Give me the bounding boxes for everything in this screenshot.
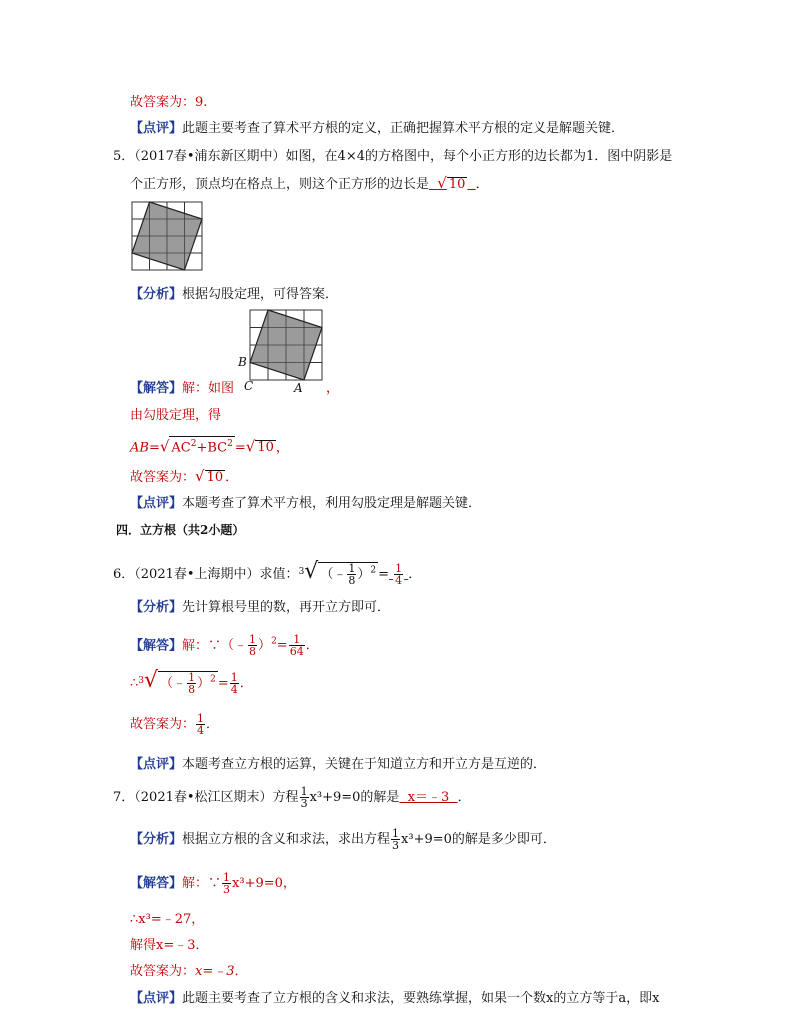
solution-text: 解：∵ xyxy=(182,638,222,654)
frac-num: 1 xyxy=(249,633,257,647)
review-line-q5 xyxy=(130,495,481,513)
answer-radical: 10 xyxy=(448,177,466,192)
question-number: 6． xyxy=(113,567,135,582)
step-num: 1 xyxy=(230,671,238,684)
question-end: ． xyxy=(408,567,422,582)
analysis-text: 根据立方根的含义和求法，求出方程 xyxy=(182,832,391,847)
solution-line-q5 xyxy=(130,380,234,398)
step-end: ， xyxy=(275,440,289,456)
question-source: （2017春•浦东新区期中） xyxy=(134,149,286,164)
answer-value: 9 xyxy=(195,95,204,110)
review-label: 【点评】 xyxy=(130,121,183,136)
answer-line-q5: 故答案为：√ 10 ． xyxy=(130,467,239,485)
review-label: 【点评】 xyxy=(130,496,183,511)
section-title: 四．立方根（共2小题） xyxy=(116,523,245,537)
analysis-text-tail: x³+9=0的解是多少即可． xyxy=(401,832,556,847)
step2-q7: 解得x=﹣3． xyxy=(130,938,209,953)
question-source: （2021春•松江区期末） xyxy=(134,790,273,805)
answer-prefix: 故答案为： xyxy=(130,717,196,732)
rad-ac: AC xyxy=(171,440,191,456)
solution-line-q6: 【解答】解：∵（﹣ $\frac{1}{8}$ ）$^2$= $\frac{1}{64}$ ． xyxy=(130,633,319,659)
frac-num: 1 xyxy=(348,562,356,575)
question-text: 个正方形，顶点均在格点上，则这个正方形的边长是 xyxy=(130,177,430,192)
answer-line-q7 xyxy=(130,963,248,981)
question-equation: x³+9=0的解是 xyxy=(309,790,400,805)
answer-prefix: 故答案为： xyxy=(130,470,196,485)
solution-line-q7: 【解答】解：∵ $\frac{1}{3}$ x³+9=0， xyxy=(130,871,296,896)
step2-q5: AB=√ $AC^2+BC^2$ =√ 10 ， xyxy=(130,437,289,456)
solution-label: 【解答】 xyxy=(130,876,183,891)
answer-line-q6: 故答案为： $\frac{1}{4}$ ． xyxy=(130,712,220,737)
solution-comma: ， xyxy=(326,381,340,396)
rad-bc: +BC xyxy=(196,440,228,456)
question-5-line2 xyxy=(130,174,489,194)
solution-text: 解：如图 xyxy=(182,381,235,396)
review-text: 本题考查立方根的运算，关键在于知道立方和开立方是互逆的． xyxy=(182,757,547,772)
step-eq2: = xyxy=(234,440,246,456)
analysis-line-q6 xyxy=(130,599,390,617)
question-5-line1 xyxy=(113,148,672,166)
question-6-line: 6．（2021春•上海期中）求值：$^3$√ （﹣ $\frac{1}{8}$ ）$^2$ = $\frac{1}{4}$ ． xyxy=(113,559,422,587)
analysis-line-q5 xyxy=(130,286,338,304)
solution-label: 【解答】 xyxy=(130,638,183,654)
answer-prefix: 故答案为： xyxy=(130,964,196,979)
question-text: 求值： xyxy=(259,567,299,582)
frac-den: 8 xyxy=(249,645,257,659)
step-result: 10 xyxy=(257,440,274,456)
analysis-label: 【分析】 xyxy=(130,832,183,847)
frac-num: 1 xyxy=(188,671,196,684)
review-label: 【点评】 xyxy=(130,757,183,772)
answer-value: x=﹣3 xyxy=(195,964,235,979)
analysis-line-q7: 【分析】根据立方根的含义和求法，求出方程 $\frac{1}{3}$ x³+9=0的解是多少即可． xyxy=(130,827,556,852)
question-text: 方程 xyxy=(272,790,299,805)
step-eq: = xyxy=(148,440,160,456)
review-text: 本题考查了算术平方根，利用勾股定理是解题关键． xyxy=(182,496,482,511)
review-line-q6 xyxy=(130,756,546,774)
answer-den: 4 xyxy=(395,574,403,587)
frac-den: 8 xyxy=(348,574,356,587)
answer-line-q4 xyxy=(130,94,207,112)
question-number: 5． xyxy=(113,149,135,164)
review-line-q7 xyxy=(130,990,659,1008)
grid-figure-solution xyxy=(236,308,328,398)
answer-blank: √ 10 xyxy=(437,174,466,192)
step1-q7: ∴x³=﹣27， xyxy=(130,912,205,927)
result-num: 1 xyxy=(289,634,305,646)
analysis-text: 根据勾股定理，可得答案． xyxy=(182,287,339,302)
answer-radical: 10 xyxy=(206,470,224,485)
result-den: 64 xyxy=(289,645,304,659)
analysis-label: 【分析】 xyxy=(130,287,183,302)
step2-q6: ∴$^3$√ （﹣ $\frac{1}{8}$ ）$^2$ = $\frac{1}{4}$ ． xyxy=(130,668,253,696)
review-line-q4 xyxy=(130,120,624,138)
question-source: （2021春•上海期中） xyxy=(134,567,260,582)
label-A: A xyxy=(294,381,303,395)
therefore-sign: ∴ xyxy=(130,676,139,691)
review-text: 此题主要考查了立方根的含义和求法，要熟练掌握，如果一个数x的立方等于a，即x xyxy=(182,991,660,1006)
answer-blank: x＝﹣3 xyxy=(407,790,450,805)
label-C: C xyxy=(244,379,254,393)
solution-equation: x³+9=0， xyxy=(232,876,296,891)
answer-num: 1 xyxy=(197,712,205,725)
step-lhs: AB xyxy=(130,440,149,456)
frac-den: 8 xyxy=(188,683,196,696)
question-end: ． xyxy=(475,177,489,192)
solution-text: 解：∵ xyxy=(182,876,222,891)
question-7-line: 7．（2021春•松江区期末）方程 $\frac{1}{3}$ x³+9=0的解是 x＝﹣3 ． xyxy=(113,785,471,810)
step1-q5: 由勾股定理，得 xyxy=(130,408,222,423)
analysis-label: 【分析】 xyxy=(130,600,183,615)
answer-end: ． xyxy=(234,964,248,979)
grid-figure-question xyxy=(131,200,205,272)
question-number: 7． xyxy=(113,790,135,805)
answer-prefix: 故答案为： xyxy=(130,95,196,110)
answer-den: 4 xyxy=(197,724,205,737)
analysis-text: 先计算根号里的数，再开立方即可． xyxy=(182,600,391,615)
question-text: 如图，在4×4的方格图中，每个小正方形的边长都为1．图中阴影是 xyxy=(285,149,673,164)
answer-end: ． xyxy=(225,470,239,485)
step-den: 4 xyxy=(230,683,238,696)
review-text: 此题主要考查了算术平方根的定义，正确把握算术平方根的定义是解题关键． xyxy=(182,121,625,136)
label-B: B xyxy=(238,355,247,369)
question-end: ． xyxy=(457,790,471,805)
answer-num: 1 xyxy=(395,562,403,575)
answer-end: . xyxy=(203,95,208,110)
solution-label: 【解答】 xyxy=(130,381,183,396)
review-label: 【点评】 xyxy=(130,991,183,1006)
